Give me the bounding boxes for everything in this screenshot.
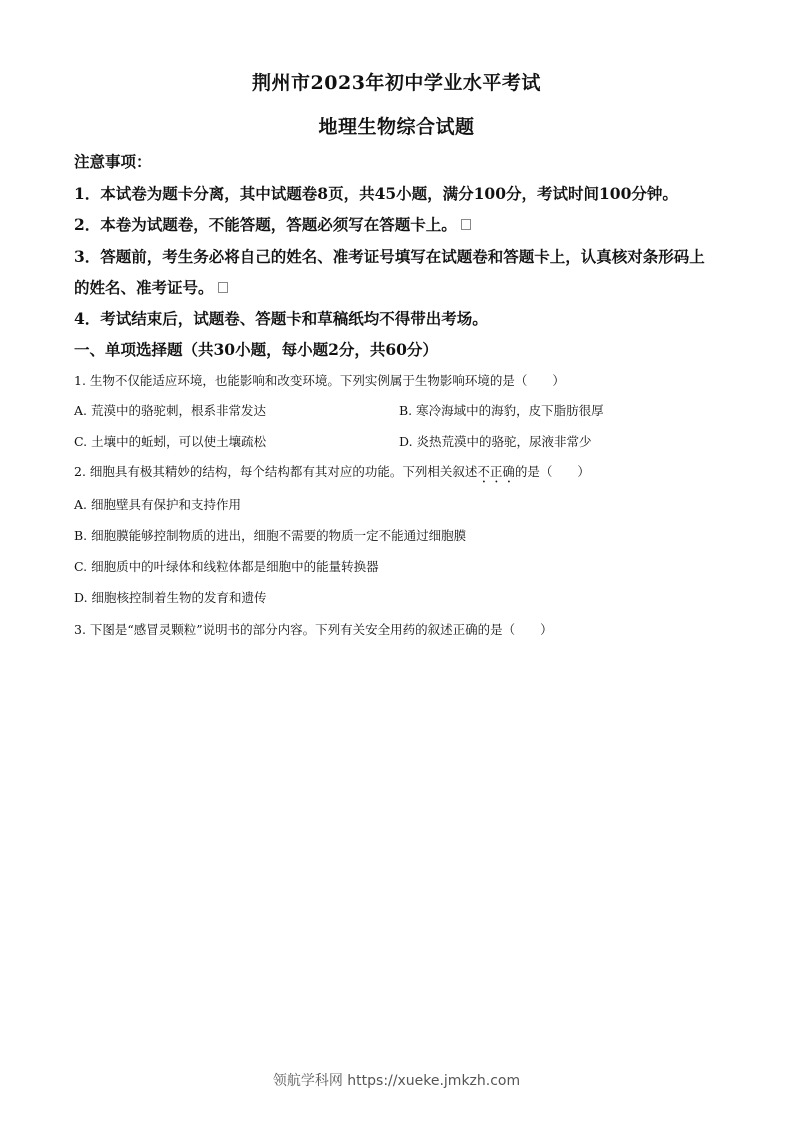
question-2-stem-start: 2. 细胞具有极其精妙的结构，每个结构都有其对应的功能。下列相关叙述 bbox=[74, 464, 478, 479]
question-2-emphasis: 不正确 bbox=[477, 464, 515, 479]
notice-heading: 注意事项： bbox=[74, 152, 152, 171]
question-2-stem bbox=[74, 462, 590, 486]
question-3-stem: 3. 下图是“感冒灵颗粒”说明书的部分内容。下列有关安全用药的叙述正确的是（ ） bbox=[74, 622, 553, 637]
footer-watermark: 领航学科网 https://xueke.jmkzh.com bbox=[272, 1073, 521, 1089]
question-2-option-a: A. 细胞壁具有保护和支持作用 bbox=[74, 497, 241, 512]
notice-item-3-line-1: 3．答题前，考生务必将自己的姓名、准考证号填写在试题卷和答题卡上，认真核对条形码上 bbox=[74, 247, 705, 266]
notice-item-3-line-2 bbox=[74, 276, 228, 298]
question-2-option-d: D. 细胞核控制着生物的发育和遗传 bbox=[74, 590, 267, 605]
question-1-stem: 1. 生物不仅能适应环境，也能影响和改变环境。下列实例属于生物影响环境的是（ ） bbox=[74, 373, 565, 388]
question-1-option-d: D. 炎热荒漠中的骆驼，尿液非常少 bbox=[399, 434, 592, 449]
question-2-stem-end: 的是（ ） bbox=[514, 464, 590, 479]
notice-item-2-text: 2．本卷为试题卷，不能答题，答题必须写在答题卡上。 bbox=[74, 215, 457, 234]
question-1-option-c: C. 土壤中的蚯蚓，可以使土壤疏松 bbox=[74, 434, 267, 449]
placeholder-box-icon bbox=[218, 282, 228, 293]
question-2-option-b: B. 细胞膜能够控制物质的进出，细胞不需要的物质一定不能通过细胞膜 bbox=[74, 528, 467, 543]
notice-item-3-text: 的姓名、准考证号。 bbox=[74, 278, 214, 297]
notice-item-4: 4．考试结束后，试题卷、答题卡和草稿纸均不得带出考场。 bbox=[74, 309, 488, 328]
placeholder-box-icon bbox=[461, 219, 471, 230]
notice-item-1: 1．本试卷为题卡分离，其中试题卷8页，共45小题，满分100分，考试时间100分钟。 bbox=[74, 184, 678, 203]
section-heading: 一、单项选择题（共30小题，每小题2分，共60分） bbox=[74, 340, 438, 359]
question-1-option-a: A. 荒漠中的骆驼刺，根系非常发达 bbox=[74, 403, 266, 418]
exam-subtitle: 地理生物综合试题 bbox=[318, 116, 475, 138]
notice-item-2 bbox=[74, 213, 471, 235]
question-2-option-c: C. 细胞质中的叶绿体和线粒体都是细胞中的能量转换器 bbox=[74, 559, 379, 574]
exam-title: 荆州市2023年初中学业水平考试 bbox=[252, 72, 541, 94]
question-1-option-b: B. 寒冷海域中的海豹，皮下脂肪很厚 bbox=[399, 403, 604, 418]
